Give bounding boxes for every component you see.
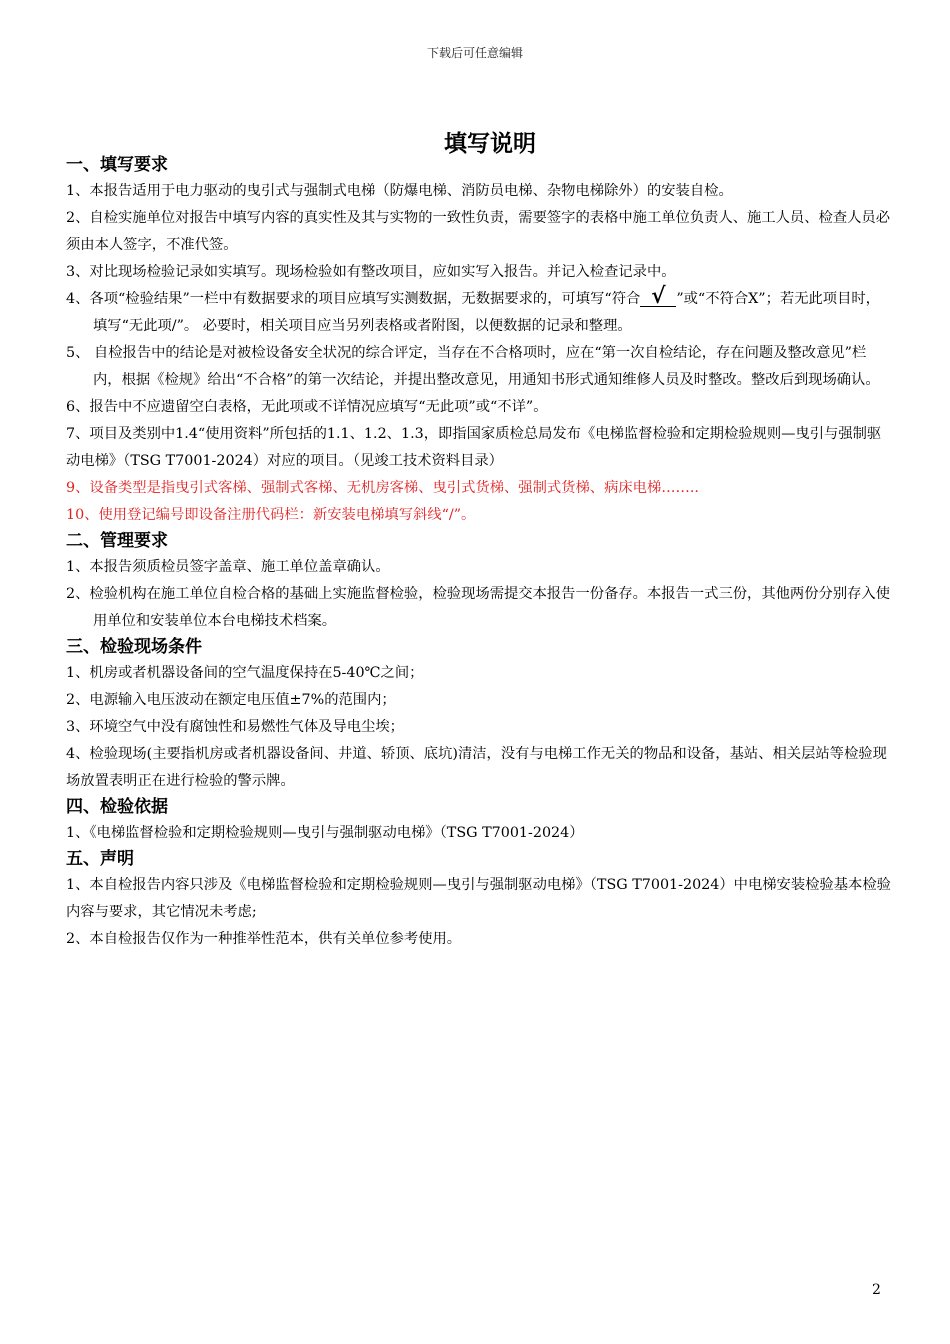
page-number: 2 bbox=[872, 1282, 881, 1298]
requirement-item-7: 7、项目及类别中1.4“使用资料”所包括的1.1、1.2、1.3，即指国家质检总局发布《电梯监督检验和定期检验规则—曳引与强制驱动电梯》（TSG T7001-2024）对应的项目。（见竣工技术资料目录） bbox=[66, 426, 882, 469]
section-heading-management: 二、管理要求 bbox=[66, 531, 168, 551]
requirement-item-1: 1、本报告适用于电力驱动的曳引式与强制式电梯（防爆电梯、消防员电梯、杂物电梯除外）的安装自检。 bbox=[66, 183, 733, 199]
requirement-item-6: 6、报告中不应遗留空白表格，无此项或不详情况应填写“无此项”或“不详”。 bbox=[66, 399, 548, 415]
requirement-item-2: 2、自检实施单位对报告中填写内容的真实性及其与实物的一致性负责，需要签字的表格中施工单位负责人、施工人员、检查人员必须由本人签字，不准代签。 bbox=[66, 210, 891, 253]
page-header-note: 下载后可任意编辑 bbox=[426, 46, 523, 60]
section-heading-site-conditions: 三、检验现场条件 bbox=[66, 637, 202, 657]
section-heading-basis: 四、检验依据 bbox=[66, 797, 168, 817]
site-condition-item-4: 4、检验现场(主要指机房或者机器设备间、井道、轿顶、底坑)清洁，没有与电梯工作无关的物品和设备，基站、相关层站等检验现场放置表明正在进行检验的警示牌。 bbox=[66, 746, 887, 789]
requirement-item-3: 3、对比现场检验记录如实填写。现场检验如有整改项目，应如实写入报告。并记入检查记录中。 bbox=[66, 264, 676, 280]
statement-item-2: 2、本自检报告仅作为一种推举性范本，供有关单位参考使用。 bbox=[66, 931, 462, 947]
requirement-item-4-text-b: ”或“不符合X”；若无此项目时，填写“无此项/”。 必要时，相关项目应当另列表格或者附图，以便数据的记录和整理。 bbox=[93, 291, 880, 334]
requirement-item-9: 9、设备类型是指曳引式客梯、强制式客梯、无机房客梯、曳引式货梯、强制式货梯、病床电梯…….. bbox=[66, 480, 699, 496]
statement-item-1: 1、本自检报告内容只涉及《电梯监督检验和定期检验规则—曳引与强制驱动电梯》（TSG T7001-2024）中电梯安装检验基本检验内容与要求，其它情况未考虑; bbox=[66, 877, 891, 920]
page-title: 填写说明 bbox=[444, 131, 536, 157]
management-item-2: 2、检验机构在施工单位自检合格的基础上实施监督检验，检验现场需提交本报告一份备存。本报告一式三份，其他两份分别存入使用单位和安装单位本台电梯技术档案。 bbox=[66, 586, 891, 629]
document-body bbox=[66, 153, 892, 953]
requirement-item-5: 5、 自检报告中的结论是对被检设备安全状况的综合评定，当存在不合格项时，应在“第一次自检结论，存在问题及整改意见”栏内，根据《检规》给出“不合格”的第一次结论，并提出整改意见，用通知书形式通知维修人员及时整改。整改后到现场确认。 bbox=[66, 345, 880, 388]
management-item-1: 1、本报告须质检员签字盖章、施工单位盖章确认。 bbox=[66, 559, 390, 575]
requirement-item-10: 10、使用登记编号即设备注册代码栏：新安装电梯填写斜线“/”。 bbox=[66, 507, 476, 523]
site-condition-item-3: 3、环境空气中没有腐蚀性和易燃性气体及导电尘埃； bbox=[66, 719, 404, 735]
section-heading-statement: 五、声明 bbox=[66, 849, 134, 869]
site-condition-item-1: 1、机房或者机器设备间的空气温度保持在5-40℃之间； bbox=[66, 665, 424, 681]
requirement-item-4 bbox=[66, 283, 892, 340]
section-heading-requirements: 一、填写要求 bbox=[66, 155, 168, 175]
requirement-item-4-text-a: 4、各项“检验结果”一栏中有数据要求的项目应填写实测数据，无数据要求的，可填写“符合 bbox=[66, 291, 641, 307]
checkmark-symbol: √ bbox=[640, 286, 676, 307]
site-condition-item-2: 2、电源输入电压波动在额定电压值±7%的范围内； bbox=[66, 692, 396, 708]
basis-item-1: 1、《电梯监督检验和定期检验规则—曳引与强制驱动电梯》（TSG T7001-2024） bbox=[66, 825, 584, 841]
